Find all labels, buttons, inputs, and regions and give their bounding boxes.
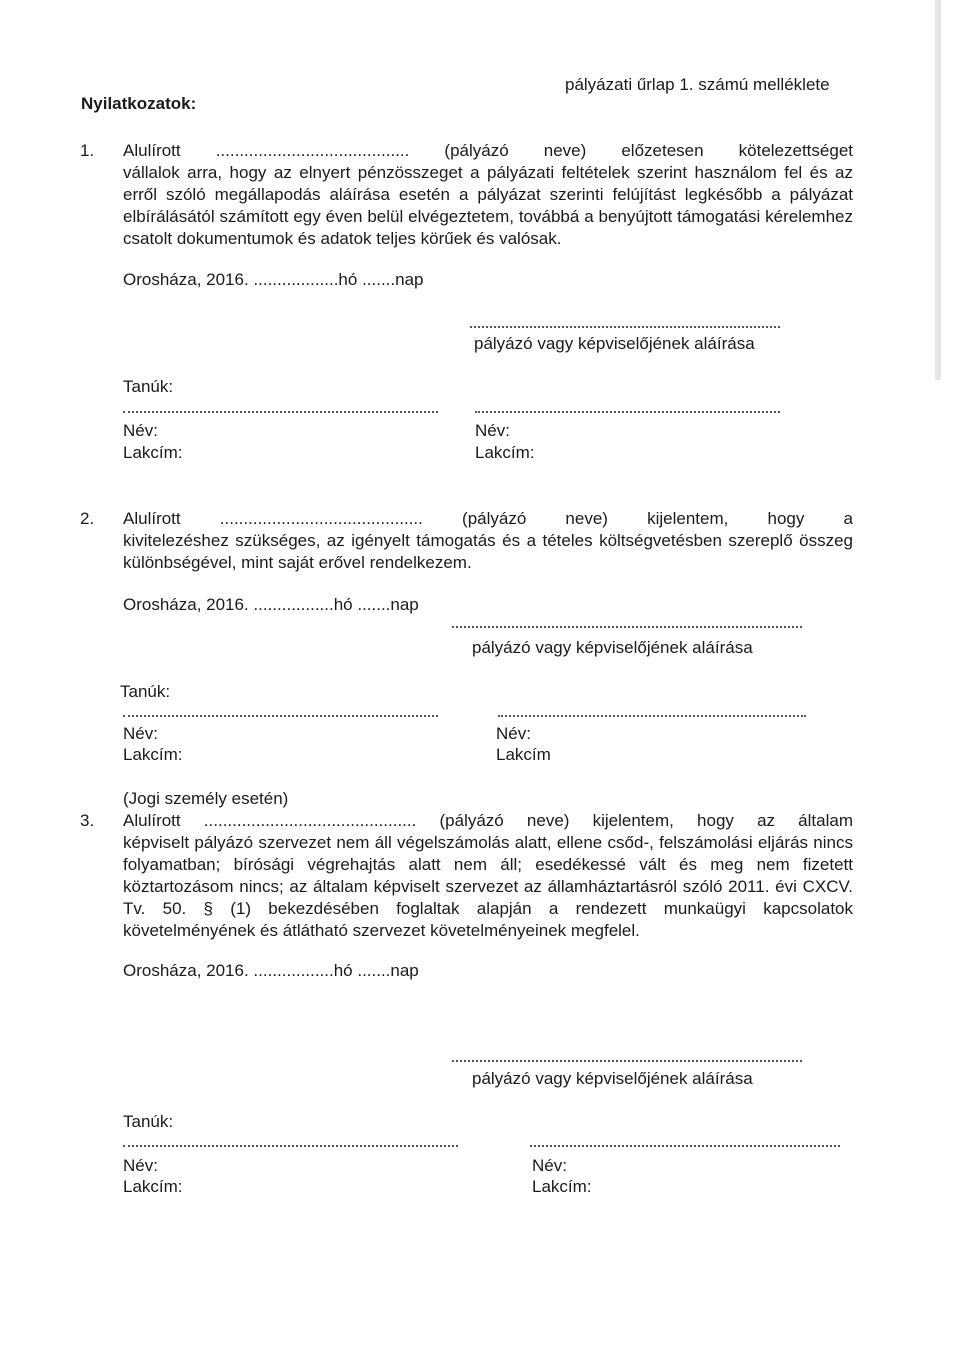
witness-left-signature-line bbox=[123, 1145, 458, 1147]
place-date: Orosháza, 2016. .................hó .......nap bbox=[123, 595, 419, 614]
signature-line bbox=[470, 326, 780, 328]
witnesses-label: Tanúk: bbox=[123, 377, 174, 396]
witness-right-address: Lakcím: bbox=[532, 1177, 592, 1196]
witnesses-label: Tanúk: bbox=[123, 1112, 174, 1131]
witness-left-address: Lakcím: bbox=[123, 745, 183, 764]
witness-left-signature-line bbox=[123, 715, 438, 717]
section-number: 2. bbox=[80, 509, 95, 528]
place-date: Orosháza, 2016. .................hó .......nap bbox=[123, 961, 419, 980]
witness-left-name: Név: bbox=[123, 1156, 158, 1175]
signature-label: pályázó vagy képviselőjének aláírása bbox=[472, 1069, 753, 1088]
section-body: képviselt pályázó szervezet nem áll végelszámolás alatt, ellene csőd-, felszámolási eljárás nincs folyamatban; bírósági végrehajtás alatt nem áll; esedékessé vált és meg nem fizetett köztartozásom nincs; az általam képviselt szervezet az államháztartásról szóló 2011. évi CXCV. Tv. 50. § (1) bekezdésében foglaltak alapján a rendezett munkaügyi kapcsolatok követelményének és átlátható szervezet követelményeinek megfelel. bbox=[123, 833, 853, 940]
witness-left-name: Név: bbox=[123, 724, 158, 743]
section-body: vállalok arra, hogy az elnyert pénzösszeget a pályázati feltételek szerint használom fel és az erről szóló megállapodás aláírása esetén a pályázat szerinti felújítást legkésőbb a pályázat elbírálásától számított egy éven belül elvégeztetem, továbbá a benyújtott támogatási kérelemhez csatolt dokumentumok és adatok teljes körűek és valósak. bbox=[123, 163, 853, 248]
signature-label: pályázó vagy képviselőjének aláírása bbox=[472, 638, 753, 657]
witness-left-address: Lakcím: bbox=[123, 443, 183, 462]
attachment-reference: pályázati űrlap 1. számú melléklete bbox=[565, 75, 830, 94]
witness-right-signature-line bbox=[475, 411, 780, 413]
page-title: Nyilatkozatok: bbox=[81, 94, 197, 113]
section-first-line: Alulírott ........................................... (pályázó neve) kijelentem, hogy a bbox=[123, 509, 853, 528]
witness-right-signature-line bbox=[498, 715, 806, 717]
section-number: 1. bbox=[80, 141, 95, 160]
witness-right-signature-line bbox=[530, 1145, 840, 1147]
witness-right-address: Lakcím: bbox=[475, 443, 535, 462]
signature-line bbox=[452, 1060, 802, 1062]
witness-left-name: Név: bbox=[123, 421, 158, 440]
section-body: kivitelezéshez szükséges, az igényelt támogatás és a tételes költségvetésben szereplő összeg különbségével, mint saját erővel rendelkezem. bbox=[123, 531, 853, 572]
section-first-line: Alulírott ......................................... (pályázó neve) előzetesen kötelezettséget bbox=[123, 141, 853, 160]
place-date: Orosháza, 2016. ..................hó .......nap bbox=[123, 270, 424, 289]
section-number: 3. bbox=[80, 811, 95, 830]
signature-label: pályázó vagy képviselőjének aláírása bbox=[474, 334, 755, 353]
witness-right-name: Név: bbox=[475, 421, 510, 440]
witness-right-address: Lakcím bbox=[496, 745, 551, 764]
witness-right-name: Név: bbox=[496, 724, 531, 743]
scan-edge-mark bbox=[935, 0, 941, 380]
section-first-line: Alulírott ............................................. (pályázó neve) kijelentem, hogy az általam bbox=[123, 811, 853, 830]
witness-left-signature-line bbox=[123, 411, 438, 413]
witness-right-name: Név: bbox=[532, 1156, 567, 1175]
section-preface: (Jogi személy esetén) bbox=[123, 789, 289, 808]
witnesses-label: Tanúk: bbox=[120, 682, 171, 701]
signature-line bbox=[452, 626, 802, 628]
witness-left-address: Lakcím: bbox=[123, 1177, 183, 1196]
